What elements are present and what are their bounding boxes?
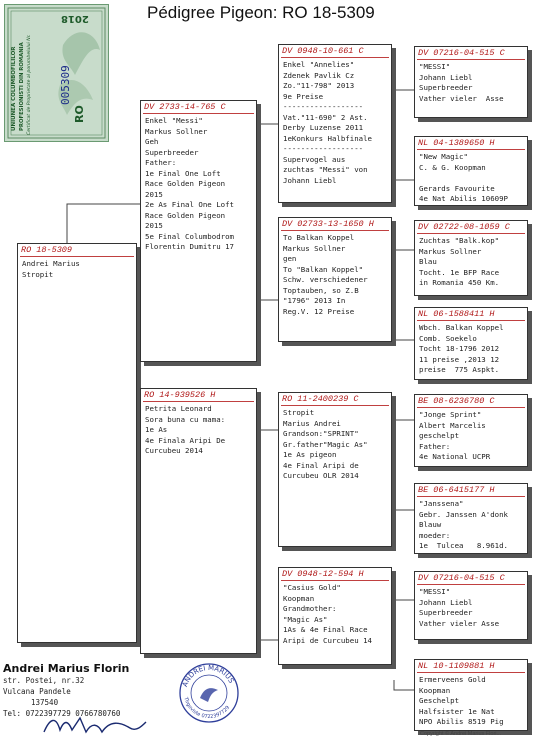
ring-number: NL 06-1588411 H [418, 309, 495, 319]
owner-contact-block [3, 662, 129, 719]
stamp-year: 2018 [61, 13, 89, 24]
pigeon-card-dam-sire [278, 392, 392, 547]
pigeon-description: "Casius Gold" Koopman Grandmother: "Magic As" 1As & 4e Final Race Aripi de Curcubeu 14 [283, 583, 372, 645]
pigeon-description: "New Magic" C. & G. Koopman Gerards Favourite 4e Nat Abilis 10609P [419, 152, 508, 203]
stamp-serial-number: 005309 [59, 65, 72, 105]
ring-number: DV 2733-14-765 C [144, 102, 226, 112]
pigeon-description: Enkel "Messi" Markus Sollner Geh Superbreeder Father: 1e Final One Loft Race Golden Pigeon 2015 2e As Final One Loft Race Golden Pigeon 2015 5e Final Columbodrom Florentin Dumitru 17 [145, 116, 234, 251]
ring-number: DV 02722-08-1059 C [418, 222, 510, 232]
pigeon-description: Andrei Marius Stropit [22, 259, 80, 279]
pigeon-card-sire-sire-sire [414, 46, 528, 118]
pedigree-title: Pédigree Pigeon: RO 18-5309 [147, 3, 375, 22]
pigeon-card-dam [140, 388, 257, 654]
ring-number: NL 04-1389650 H [418, 138, 495, 148]
pigeon-card-sire-dam [278, 217, 392, 342]
owner-phone: Tel: 0722397729 0766780760 [3, 709, 121, 718]
owner-city: Vulcana Pandele [3, 687, 71, 696]
pigeon-description: "Janssena" Gebr. Janssen A'donk Blauw moeder: 1e Tulcea 8.961d. [419, 499, 508, 550]
ring-number: RO 11-2400239 C [282, 394, 359, 404]
pigeon-description: Wbch. Balkan Koppel Comb. Soekelo Tocht 18-1796 2012 11 preise ,2013 12 preise 775 Aspkt. [419, 323, 504, 374]
owner-zip: 137540 [31, 698, 59, 707]
pigeon-card-sire-dam-sire [414, 220, 528, 296]
ring-number: RO 18-5309 [21, 245, 73, 255]
pigeon-card-sire-dam-dam [414, 307, 528, 380]
pigeon-description: "Jonge Sprint" Albert Marcelis geschelpt Father: 4e National UCPR [419, 410, 491, 461]
pigeon-card-dam-dam [278, 567, 392, 665]
ring-number: DV 07216-04-515 C [418, 573, 505, 583]
ring-number: DV 0948-10-661 C [282, 46, 364, 56]
pigeon-description: Stropit Marius Andrei Grandson:"SPRINT" Gr.father"Magic As" 1e As pigeon 4e Final Aripi de Curcubeu OLR 2014 [283, 408, 368, 480]
stamp-line-professionals: PROFESIONISTI DIN ROMANIA [19, 42, 25, 131]
owner-round-seal [178, 662, 240, 724]
stamp-line-certificate: Certificat de Proprietate al porumbelului Nr. [27, 34, 32, 135]
ring-number: DV 0948-12-594 H [282, 569, 364, 579]
svg-text:ANDREI MARIUS [181, 664, 236, 688]
pigeon-card-dam-dam-sire [414, 571, 528, 640]
ring-number: DV 02733-13-1650 H [282, 219, 374, 229]
ownership-certificate-stamp [4, 4, 109, 142]
pigeon-card-sire-sire [278, 44, 392, 203]
ring-number: NL 10-1109881 H [418, 661, 495, 671]
pigeon-description: "MESSI" Johann Liebl Superbreeder Vather vieler Asse [419, 587, 500, 628]
pigeon-card-sire [140, 100, 257, 362]
pigeon-card-dam-sire-sire [414, 394, 528, 467]
pigeon-card-subject [17, 243, 137, 643]
pigeon-card-sire-sire-dam [414, 136, 528, 206]
seal-top-text: ANDREI MARIUS [180, 663, 236, 688]
pigeon-description: Ermerveens Gold Koopman Geschelpt Halfsister 1e Nat NPO Abilis 8519 Pig [419, 675, 504, 726]
ring-number: BE 06-6415177 H [418, 485, 495, 495]
copyright-note: Copyright © Andrei Marius Flori... [420, 731, 502, 737]
ring-number: BE 08-6236780 C [418, 396, 495, 406]
pigeon-description: To Balkan Koppel Markus Sollner gen To "Balkan Koppel" Schw. verschiedener Toptauben, so Z.B "1796" 2013 In Reg.V. 12 Preise [283, 233, 368, 316]
owner-name: Andrei Marius Florin [3, 662, 130, 675]
ring-number: DV 07216-04-515 C [418, 48, 505, 58]
pigeon-description: Enkel "Annelies" Zdenek Pavlik Cz Zo."11-798" 2013 9e Preise ------------------ Vat."11-690" 2 Ast. Derby Luzense 2011 1eKonkurs Halbfinale ------------------ Supervogel aus zuchtas "Messi" von Johann Liebl [283, 60, 372, 185]
pigeon-description: Petrita Leonard Sora buna cu mama: 1e As 4e Finala Aripi De Curcubeu 2014 [145, 404, 226, 455]
stamp-line-union: UNIUNEA COLUMBOFILILOR [11, 46, 17, 131]
pigeon-card-dam-dam-dam [414, 659, 528, 731]
pigeon-description: Zuchtas "Balk.kop" Markus Sollner Blau Tocht. 1e BFP Race in Romania 450 Km. [419, 236, 500, 287]
ring-number: RO 14-939526 H [144, 390, 216, 400]
seal-bottom-text: Tîrgoviste 0722397729 [182, 696, 232, 721]
pigeon-description: "MESSI" Johann Liebl Superbreeder Vather vieler Asse [419, 62, 504, 103]
pigeon-card-dam-sire-dam [414, 483, 528, 554]
owner-street: str. Postei, nr.32 [3, 676, 85, 685]
handwritten-signature [40, 712, 150, 738]
stamp-country-code: RO [73, 105, 86, 123]
